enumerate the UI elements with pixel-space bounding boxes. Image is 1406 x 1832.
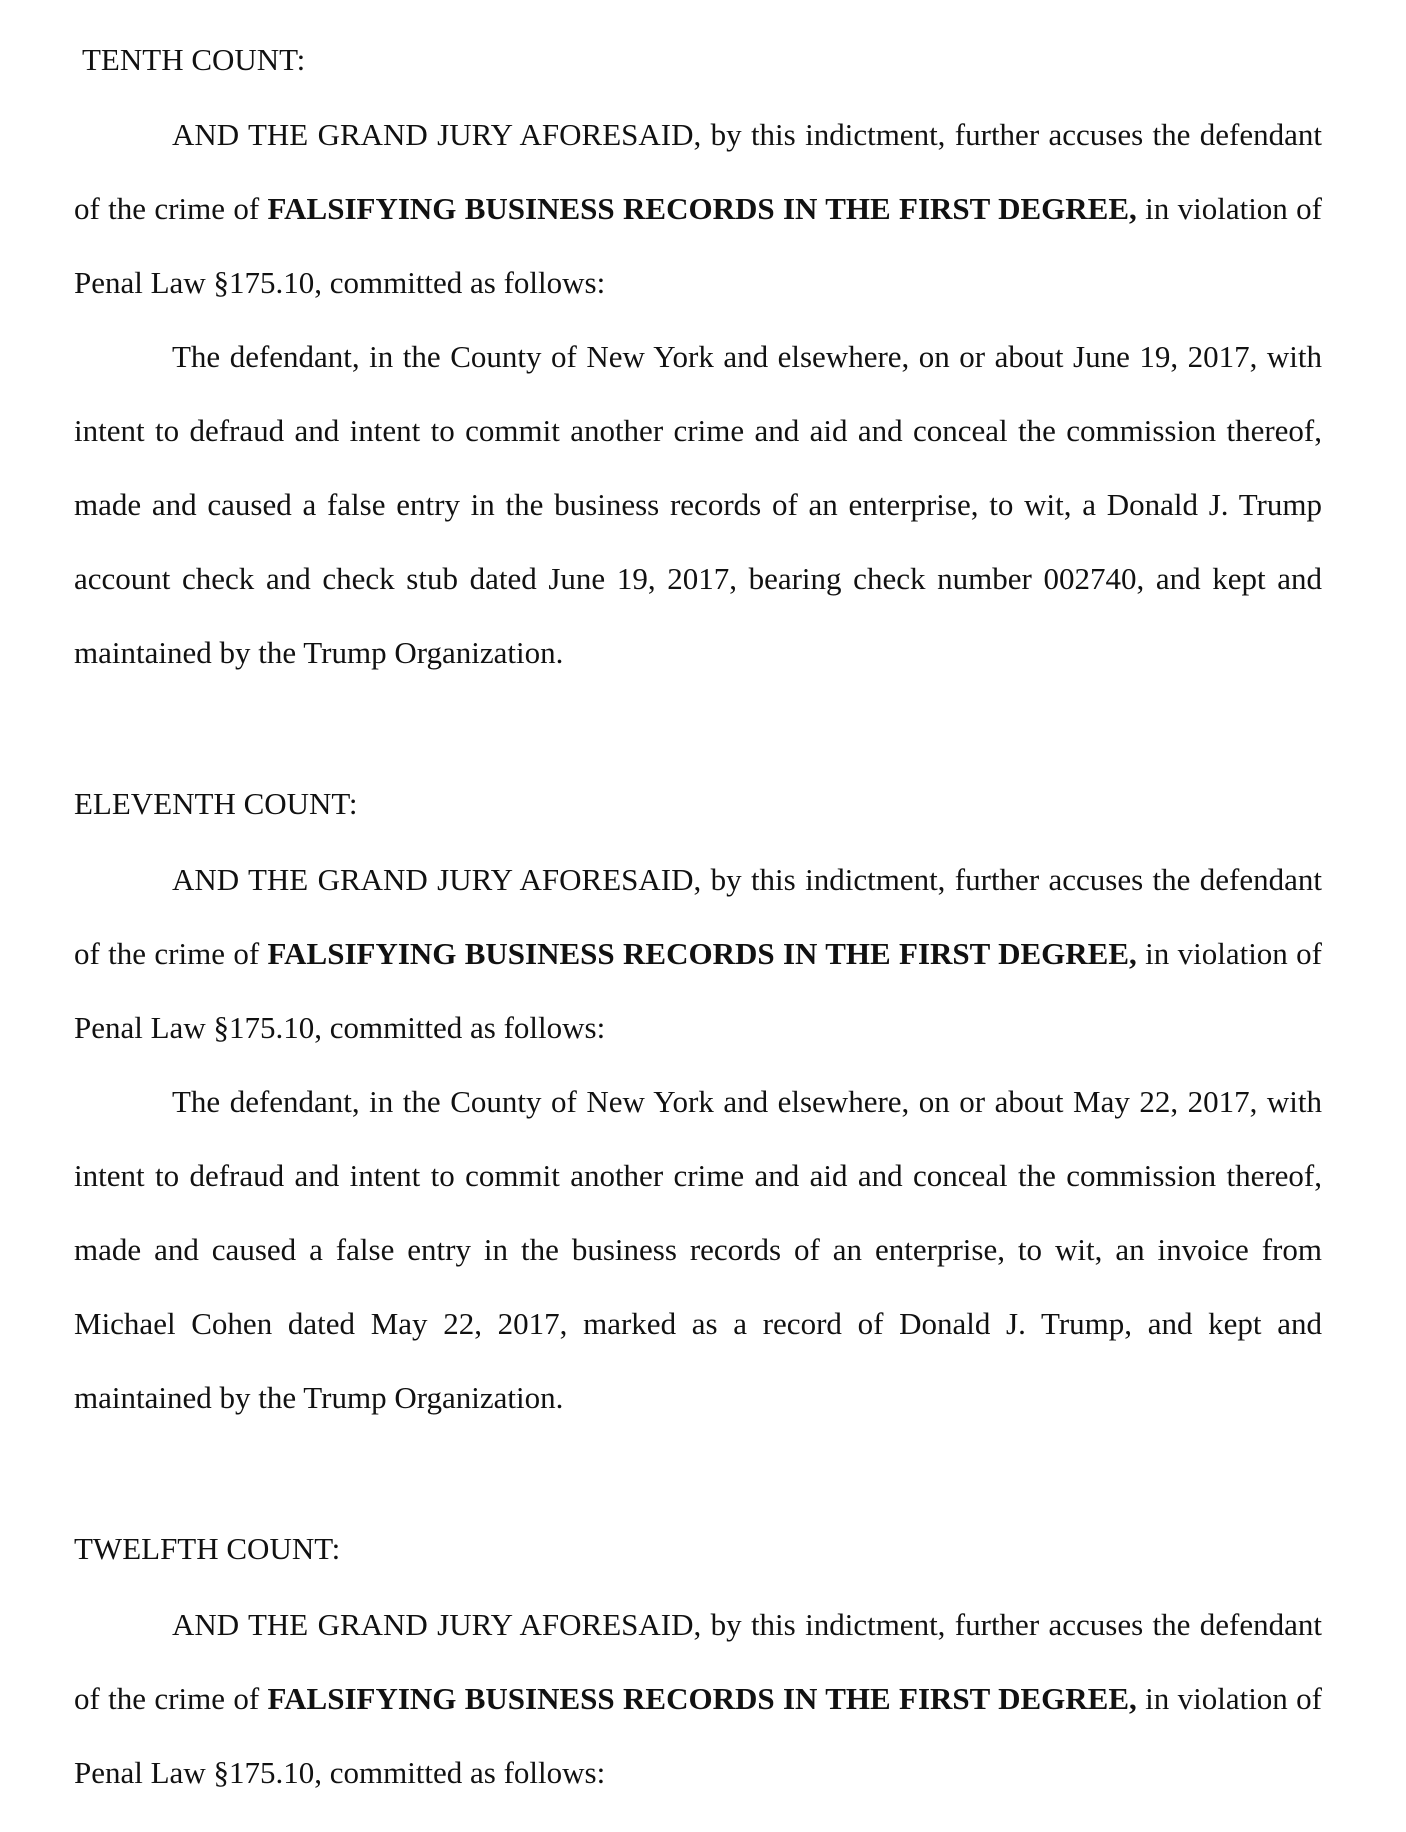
facts-paragraph: The defendant, in the County of New York and elsewhere, on or about May 22, 2017, with intent to defraud and intent to commit another crime and aid and conceal the commission thereof, made and caused a false entry in the business records of an enterprise, to wit, an invoice from Michael Cohen dated May 22, 2017, marked as a record of Donald J. Trump, and kept and maintained by the Trump Organization. — [74, 1084, 1322, 1415]
count-heading: TENTH COUNT: — [82, 42, 306, 77]
accusation-text: AND THE GRAND JURY AFORESAID, by this indictment, further accuses the defendant of the crime of — [74, 117, 1322, 226]
crime-name: FALSIFYING BUSINESS RECORDS IN THE FIRST DEGREE, — [267, 191, 1137, 226]
crime-name: FALSIFYING BUSINESS RECORDS IN THE FIRST DEGREE, — [267, 1681, 1137, 1716]
statute-text: in violation of Penal Law §175.10, committed as follows: — [74, 191, 1322, 300]
count-heading: TWELFTH COUNT: — [74, 1531, 341, 1566]
accusation-paragraph — [74, 98, 1322, 320]
accusation-text: AND THE GRAND JURY AFORESAID, by this indictment, further accuses the defendant of the crime of — [74, 862, 1322, 971]
statute-text: in violation of Penal Law §175.10, committed as follows: — [74, 1681, 1322, 1790]
accusation-paragraph — [74, 843, 1322, 1065]
facts-paragraph: The defendant, in the County of New York and elsewhere, on or about June 19, 2017, with intent to defraud and intent to commit another crime and aid and conceal the commission thereof, made and caused a false entry in the business records of an enterprise, to wit, a Donald J. Trump account check and check stub dated June 19, 2017, bearing check number 002740, and kept and maintained by the Trump Organization. — [74, 339, 1322, 670]
accusation-text: AND THE GRAND JURY AFORESAID, by this indictment, further accuses the defendant of the crime of — [74, 1607, 1322, 1716]
count-heading: ELEVENTH COUNT: — [74, 786, 358, 821]
statute-text: in violation of Penal Law §175.10, committed as follows: — [74, 936, 1322, 1045]
accusation-paragraph — [74, 1588, 1322, 1810]
crime-name: FALSIFYING BUSINESS RECORDS IN THE FIRST DEGREE, — [267, 936, 1137, 971]
